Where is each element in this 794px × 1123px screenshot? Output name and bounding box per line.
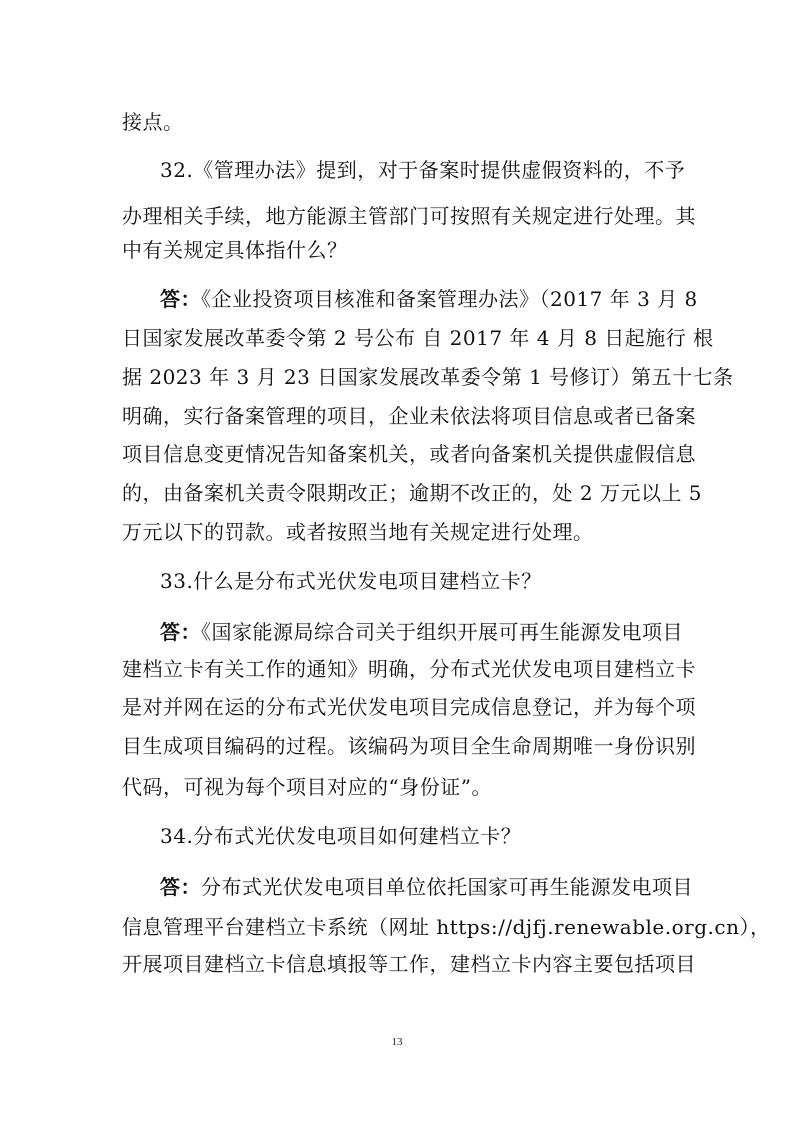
- text-line: 建档立卡有关工作的通知》明确，分布式光伏发电项目建档立卡: [122, 657, 696, 681]
- answer-text: 分布式光伏发电项目单位依托国家可再生能源发电项目: [201, 875, 693, 899]
- answer-label: 答：: [160, 875, 201, 899]
- text-line: 的，由备案机关责令限期改正；逾期不改正的，处 2 万元以上 5: [122, 481, 703, 505]
- text-line: 接点。: [122, 110, 184, 134]
- text-line: 明确，实行备案管理的项目，企业未依法将项目信息或者已备案: [122, 404, 696, 428]
- text-line: 代码，可视为每个项目对应的“身份证”。: [122, 775, 492, 799]
- text-line: 开展项目建档立卡信息填报等工作，建档立卡内容主要包括项目: [122, 952, 696, 976]
- text-line: 信息管理平台建档立卡系统（网址 https://djfj.renewable.org.cn），: [122, 915, 771, 939]
- text-line: 是对并网在运的分布式光伏发电项目完成信息登记，并为每个项: [122, 695, 696, 719]
- text-line: 中有关规定具体指什么？: [122, 238, 348, 262]
- answer-33-line: [160, 618, 683, 646]
- question-33: 33.什么是分布式光伏发电项目建档立卡？: [160, 569, 542, 593]
- answer-label: 答：: [160, 620, 201, 644]
- text-line: 办理相关手续，地方能源主管部门可按照有关规定进行处理。其: [122, 204, 696, 228]
- text-line: 万元以下的罚款。或者按照当地有关规定进行处理。: [122, 520, 594, 544]
- answer-34-line: [160, 873, 693, 901]
- page-number: 13: [391, 1036, 403, 1048]
- question-34: 34.分布式光伏发电项目如何建档立卡？: [160, 824, 522, 848]
- text-line: 项目信息变更情况告知备案机关，或者向备案机关提供虚假信息: [122, 442, 696, 466]
- text-line: 目生成项目编码的过程。该编码为项目全生命周期唯一身份识别: [122, 734, 696, 758]
- text-line: 据 2023 年 3 月 23 日国家发展改革委令第 1 号修订）第五十七条: [122, 365, 734, 389]
- answer-label: 答：: [160, 287, 201, 311]
- answer-32-line: [160, 285, 698, 313]
- text-line: 日国家发展改革委令第 2 号公布 自 2017 年 4 月 8 日起施行 根: [122, 326, 714, 350]
- question-32: 32.《管理办法》提到，对于备案时提供虚假资料的，不予: [160, 158, 686, 182]
- answer-text: 《企业投资项目核准和备案管理办法》（2017 年 3 月 8: [201, 287, 698, 311]
- answer-text: 《国家能源局综合司关于组织开展可再生能源发电项目: [201, 620, 683, 644]
